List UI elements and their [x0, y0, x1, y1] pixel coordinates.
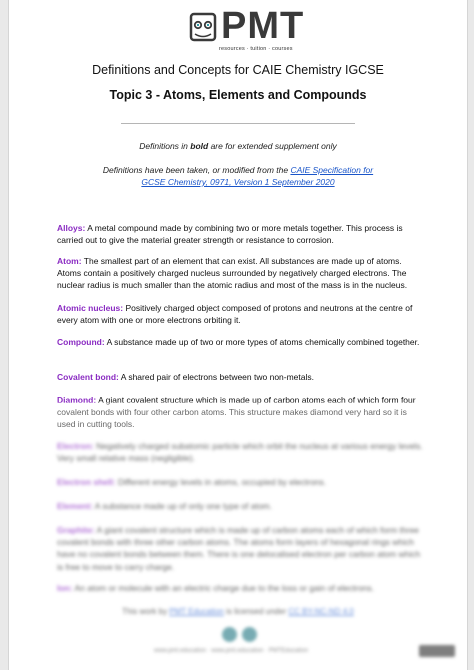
document-page: [8, 0, 468, 670]
definition-text: An atom or molecule with an electric charge due to the loss or gain of electrons.: [72, 583, 375, 593]
extended-note: [9, 140, 467, 152]
definition-text: A substance made up of two or more types of atoms chemically combined together.: [104, 337, 420, 347]
definition-text: A metal compound made by combining two or more metals together. This process is carried out to give the material greater strength or resistance to corrosion.: [57, 223, 403, 246]
preview-fade-overlay: [9, 402, 467, 670]
definition-entry: [57, 255, 423, 292]
definition-term: Alloys:: [57, 223, 86, 233]
footer-links: www.pmt.education · www.pmt.education · PMTEducation: [154, 648, 309, 654]
definition-term: Electron:: [57, 441, 94, 451]
extended-note-bold: bold: [190, 141, 209, 151]
definition-entry: [57, 371, 423, 383]
book-owl-icon: [189, 10, 217, 44]
heading-divider: [121, 123, 355, 124]
pmt-education-link[interactable]: PMT Education: [169, 607, 224, 616]
license-pre: This work by: [122, 607, 170, 616]
definition-text: A shared pair of electrons between two non-metals.: [118, 372, 314, 382]
cc-license-link[interactable]: CC BY-NC-ND 4.0: [288, 607, 354, 616]
definition-text: A giant covalent structure which is made up of carbon atoms each of which form three covalent bonds with three other carbon atoms. The atoms form layers of hexagonal rings which have no covalent bonds between them. There is one delocalised electron per carbon atom which is free to move to carry charge.: [57, 525, 421, 572]
definition-term: Graphite:: [57, 525, 95, 535]
definition-term: Electron shell:: [57, 477, 116, 487]
definition-term: Atomic nucleus:: [57, 303, 124, 313]
definition-text: Different energy levels in atoms, occupied by electrons.: [115, 477, 327, 487]
specification-link-cont[interactable]: GCSE Chemistry, 0971, Version 1 September 2020: [141, 177, 335, 187]
definition-entry: [57, 222, 423, 246]
definition-term: Compound:: [57, 337, 105, 347]
document-title: Definitions and Concepts for CAIE Chemistry IGCSE: [92, 63, 384, 77]
extended-note-pre: Definitions in: [139, 141, 191, 151]
definition-entry: [57, 302, 423, 326]
definition-term: Element:: [57, 501, 93, 511]
definition-entry: [57, 336, 423, 348]
definition-text: Positively charged object composed of protons and neutrons at the centre of every atom with one or more electrons orbiting it.: [57, 303, 413, 326]
source-note-pre: Definitions have been taken, or modified from the: [102, 165, 291, 175]
definition-text: A substance made up of only one type of atom.: [92, 501, 272, 511]
logo-wordmark: PMT: [221, 5, 305, 47]
extended-note-post: are for extended supplement only: [208, 141, 337, 151]
definition-text: Negatively charged subatomic particle which orbit the nucleus at various energy levels. Very small relative mass (negligible).: [57, 441, 423, 464]
logo-tagline: resources · tuition · courses: [219, 46, 293, 52]
topic-heading: Topic 3 - Atoms, Elements and Compounds: [109, 88, 367, 102]
definition-term: Covalent bond:: [57, 372, 119, 382]
source-note: [9, 164, 467, 188]
definition-term: Diamond:: [57, 395, 97, 405]
pmt-logo: [189, 6, 309, 56]
specification-link[interactable]: CAIE Specification for: [290, 165, 374, 175]
license-mid: is licensed under: [223, 607, 289, 616]
definition-term: Atom:: [57, 256, 82, 266]
definition-text: The smallest part of an element that can exist. All substances are made up of atoms. Atoms contain a positively charged nucleus surrounded by negatively charged electrons. The nuclear radius is much smaller than the atomic radius and most of the mass is in the nucleus.: [57, 256, 408, 291]
definition-term: Ion:: [57, 583, 73, 593]
definition-text: A giant covalent structure which is made up of carbon atoms each of which form four covalent bonds with four other carbon atoms. This structure makes diamond very hard so it is used in cutting tools.: [57, 395, 416, 430]
